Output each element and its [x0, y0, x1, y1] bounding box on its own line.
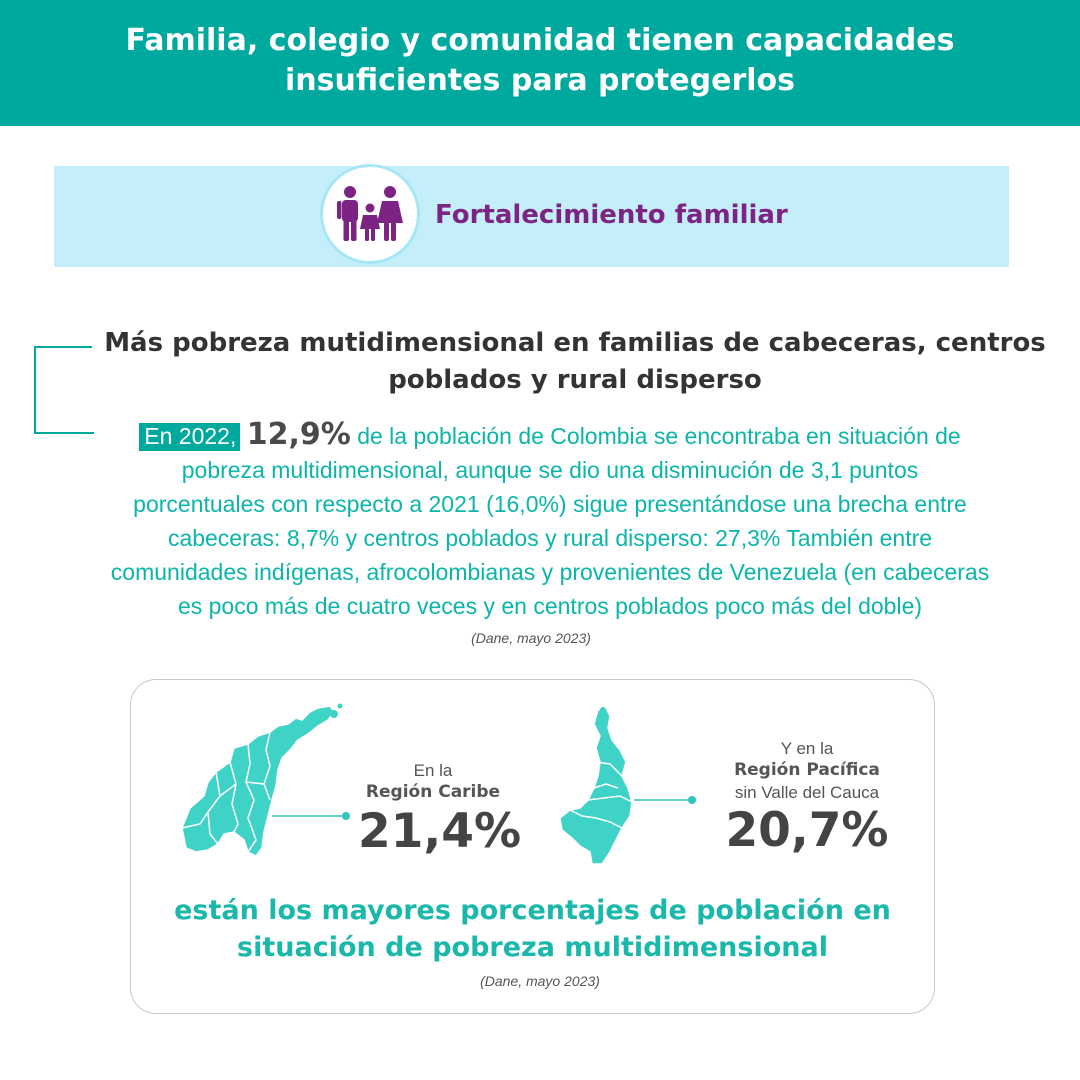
body-line-4: cabeceras: 8,7% y centros poblados y rural disperso: 27,3% También entre	[167, 525, 933, 551]
section-headline	[80, 325, 1070, 399]
pacifica-value: 20,7%	[725, 803, 889, 858]
section-banner	[54, 166, 1009, 267]
pacifica-name: Región Pacífica	[734, 760, 880, 780]
closing-line-2: situación de pobreza multidimensional	[237, 932, 828, 963]
pacifica-suffix: sin Valle del Cauca	[734, 783, 880, 802]
caribe-name: Región Caribe	[365, 782, 501, 802]
pacifica-region-label	[712, 738, 902, 859]
body-paragraph	[40, 418, 1060, 623]
body-line-6: es poco más de cuatro veces y en centros poblados poco más del doble)	[177, 593, 923, 619]
caribe-value: 21,4%	[358, 804, 522, 859]
body-line-3: porcentuales con respecto a 2021 (16,0%) sigue presentándose una brecha entre	[133, 491, 967, 517]
banner-title: Fortalecimiento familiar	[435, 200, 788, 230]
caribe-region-map	[178, 700, 358, 860]
header-title-line-1: Familia, colegio y comunidad tienen capacidades	[125, 23, 955, 58]
body-source: (Dane, mayo 2023)	[471, 630, 591, 646]
pacifica-region-map	[556, 706, 646, 868]
pacifica-prefix: Y en la	[780, 739, 834, 758]
header-title-line-2: insuficientes para protegerlos	[285, 63, 795, 98]
family-icon-badge	[320, 164, 420, 264]
family-icon	[336, 185, 404, 243]
body-line-2: pobreza multidimensional, aunque se dio una disminución de 3,1 puntos	[181, 457, 919, 483]
body-line-5: comunidades indígenas, afrocolombianas y provenientes de Venezuela (en cabeceras	[110, 559, 990, 585]
body-line-1-text: de la población de Colombia se encontraba en situación de	[350, 423, 961, 449]
caribe-prefix: En la	[413, 761, 453, 780]
body-line-1	[40, 418, 1060, 453]
headline-line-1: Más pobreza mutidimensional en familias de cabeceras, centros	[104, 328, 1046, 358]
year-tag: En 2022,	[139, 423, 240, 451]
national-poverty-stat: 12,9%	[246, 417, 351, 452]
headline-line-2: poblados y rural disperso	[388, 365, 762, 395]
page-header	[0, 0, 1080, 126]
closing-line-1: están los mayores porcentajes de población en	[174, 895, 891, 926]
closing-source: (Dane, mayo 2023)	[480, 973, 600, 989]
closing-statement	[130, 892, 935, 966]
caribe-region-label	[358, 760, 522, 860]
